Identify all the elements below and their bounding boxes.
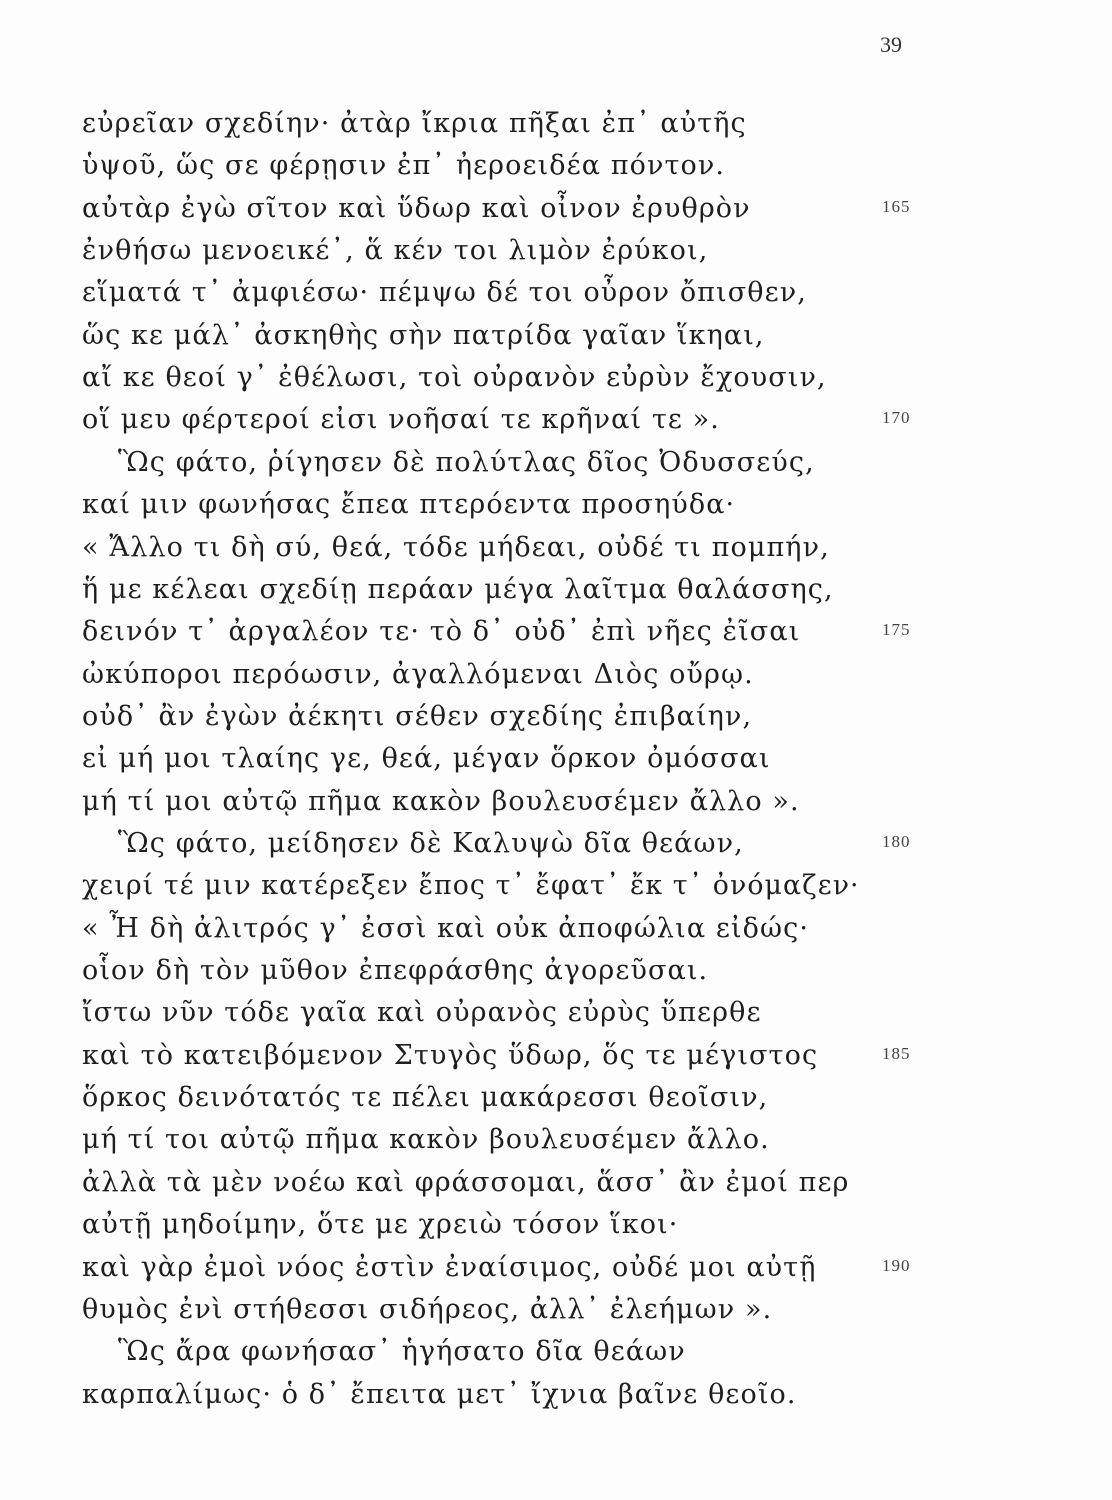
verse-text: οὐδ᾽ ἂν ἐγὼν ἀέκητι σέθεν σχεδίης ἐπιβαίην, (82, 700, 753, 732)
verse-text: Ὣς ἄρα φωνήσασ᾽ ἡγήσατο δῖα θεάων (118, 1336, 686, 1368)
verse-line (0, 1332, 1112, 1376)
verse-text: δεινόν τ᾽ ἀργαλέον τε· τὸ δ᾽ οὐδ᾽ ἐπὶ νῆες ἐῖσαι (82, 616, 801, 648)
verse-line (0, 570, 1112, 614)
verse-line (0, 443, 1112, 487)
line-number: 170 (882, 408, 911, 428)
verse-line (0, 316, 1112, 360)
verse-text: εἵματά τ᾽ ἀμφιέσω· πέμψω δέ τοι οὖρον ὄπισθεν, (82, 277, 807, 309)
line-number: 190 (882, 1255, 911, 1275)
verse-line (0, 1205, 1112, 1249)
verse-text: ὑψοῦ, ὥς σε φέρῃσιν ἐπ᾽ ἠεροειδέα πόντον. (82, 150, 726, 182)
verse-line (0, 485, 1112, 529)
verse-text: εἰ μή μοι τλαίης γε, θεά, μέγαν ὅρκον ὀμόσσαι (82, 743, 771, 775)
verse-text: ἴστω νῦν τόδε γαῖα καὶ οὐρανὸς εὐρὺς ὕπερθε (82, 997, 762, 1029)
verse-line (0, 528, 1112, 572)
line-number: 180 (882, 832, 911, 851)
verse-line (0, 358, 1112, 402)
verse-text: ἥ με κέλεαι σχεδίῃ περάαν μέγα λαῖτμα θαλάσσης, (82, 573, 834, 605)
line-number: 185 (882, 1043, 911, 1063)
verse-text: μή τί τοι αὐτῷ πῆμα κακὸν βουλευσέμεν ἄλλο. (82, 1124, 770, 1156)
verse-line (0, 1163, 1112, 1207)
verse-line (0, 697, 1112, 741)
verse-text: εὐρεῖαν σχεδίην· ἀτὰρ ἴκρια πῆξαι ἐπ᾽ αὐτῆς (82, 108, 747, 139)
verse-text: ἀλλὰ τὰ μὲν νοέω καὶ φράσσομαι, ἅσσ᾽ ἂν ἐμοί περ (82, 1166, 850, 1198)
verse-text: μή τί μοι αὐτῷ πῆμα κακὸν βουλευσέμεν ἄλλο ». (82, 785, 800, 817)
verse-line (0, 273, 1112, 317)
verse-line (0, 400, 1112, 444)
verse-line (0, 782, 1112, 826)
verse-text: οἵ μευ φέρτεροί εἰσι νοῆσαί τε κρῆναί τε ». (82, 404, 720, 436)
page-number: 39 (880, 32, 902, 57)
verse-text: Ὣς φάτο, μείδησεν δὲ Καλυψὼ δῖα θεάων, (118, 828, 744, 859)
verse-line (0, 1078, 1112, 1122)
verse-text: Ὣς φάτο, ῥίγησεν δὲ πολύτλας δῖος Ὀδυσσεύς, (118, 446, 815, 478)
verse-text: « Ἦ δὴ ἀλιτρός γ᾽ ἐσσὶ καὶ οὐκ ἀποφώλια εἰδώς· (82, 912, 809, 944)
verse-text: « Ἄλλο τι δὴ σύ, θεά, τόδε μήδεαι, οὐδέ τι πομπήν, (82, 531, 830, 563)
verse-line (0, 824, 1112, 868)
verse-line (0, 951, 1112, 995)
verse-line (0, 189, 1112, 233)
verse-text: ὅρκος δεινότατός τε πέλει μακάρεσσι θεοῖσιν, (82, 1082, 769, 1114)
verse-line (0, 1375, 1112, 1419)
line-number: 175 (882, 620, 911, 640)
verse-text: ὠκύποροι περόωσιν, ἀγαλλόμεναι Διὸς οὔρῳ. (82, 658, 754, 690)
verse-line (0, 1290, 1112, 1334)
verse-text: αὐτὰρ ἐγὼ σῖτον καὶ ὕδωρ καὶ οἶνον ἐρυθρὸν (82, 192, 751, 224)
verse-text: καί μιν φωνήσας ἔπεα πτερόεντα προσηύδα· (82, 489, 736, 521)
verse-text: θυμὸς ἐνὶ στήθεσσι σιδήρεος, ἀλλ᾽ ἐλεήμων ». (82, 1293, 773, 1325)
verse-text: ἐνθήσω μενοεικέ᾽, ἅ κέν τοι λιμὸν ἐρύκοι, (82, 235, 709, 267)
verse-line (0, 993, 1112, 1037)
verse-line (0, 739, 1112, 783)
verse-line (0, 866, 1112, 910)
verse-line (0, 655, 1112, 699)
verse-line (0, 612, 1112, 656)
verse-line (0, 1248, 1112, 1292)
verse-line (0, 231, 1112, 275)
verse-text: ὥς κε μάλ᾽ ἀσκηθὴς σὴν πατρίδα γαῖαν ἵκηαι, (82, 319, 765, 351)
verse-text: χειρί τέ μιν κατέρεξεν ἔπος τ᾽ ἔφατ᾽ ἔκ τ᾽ ὀνόμαζεν· (82, 870, 860, 902)
line-number: 165 (882, 196, 911, 216)
verse-line (0, 104, 1112, 148)
verse-text: αὐτῇ μηδοίμην, ὅτε με χρειὼ τόσον ἵκοι· (82, 1209, 679, 1241)
verse-text: καὶ γὰρ ἐμοὶ νόος ἐστὶν ἐναίσιμος, οὐδέ μοι αὐτῇ (82, 1251, 817, 1283)
verse-line (0, 1036, 1112, 1080)
verse-text: οἷον δὴ τὸν μῦθον ἐπεφράσθης ἀγορεῦσαι. (82, 955, 709, 986)
verse-line (0, 909, 1112, 953)
verse-line (0, 146, 1112, 190)
verse-text: καρπαλίμως· ὁ δ᾽ ἔπειτα μετ᾽ ἴχνια βαῖνε θεοῖο. (82, 1378, 797, 1410)
verse-text: αἴ κε θεοί γ᾽ ἐθέλωσι, τοὶ οὐρανὸν εὐρὺν ἔχουσιν, (82, 362, 827, 394)
verse-text: καὶ τὸ κατειβόμενον Στυγὸς ὕδωρ, ὅς τε μέγιστος (82, 1039, 819, 1071)
verse-line (0, 1120, 1112, 1164)
